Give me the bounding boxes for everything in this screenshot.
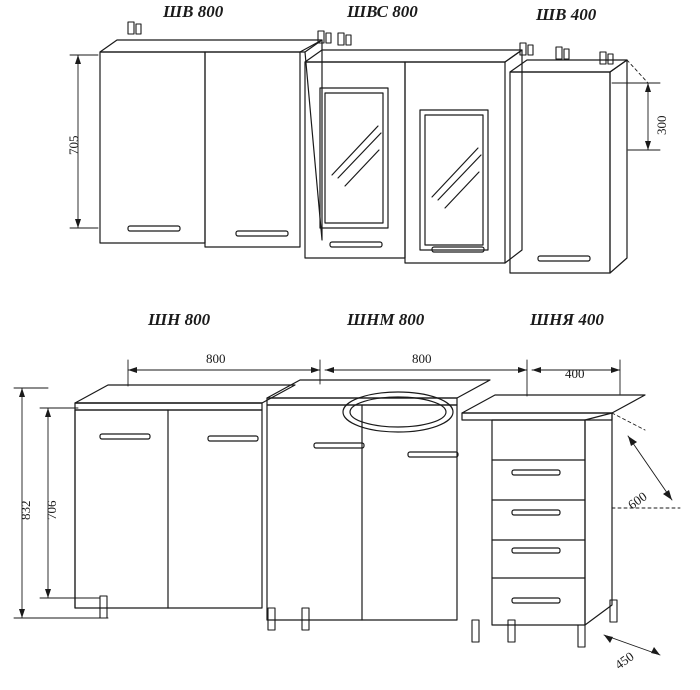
dim-text-600: 600 [625, 488, 650, 513]
dim-text-width-400: 400 [565, 366, 585, 381]
upper-cabinets-group [100, 22, 627, 273]
dim-text-300: 300 [654, 115, 669, 135]
dim-text-832: 832 [18, 500, 33, 520]
label-shv-400: ШВ 400 [536, 5, 597, 24]
label-shv-800-left: ШВ 800 [163, 2, 224, 21]
dim-450 [604, 635, 660, 655]
dim-600 [612, 413, 680, 508]
label-shvs-800: ШВС 800 [347, 2, 418, 21]
dim-text-450: 450 [612, 648, 637, 673]
dim-text-width-800-mid: 800 [412, 351, 432, 366]
dim-widths [128, 360, 620, 396]
dim-text-width-800-left: 800 [206, 351, 226, 366]
lower-cabinets-group [75, 380, 645, 647]
dim-text-706: 706 [44, 500, 59, 520]
label-shnm-800: ШНМ 800 [347, 310, 425, 329]
label-shnya-400: ШНЯ 400 [530, 310, 604, 329]
label-shn-800: ШН 800 [148, 310, 211, 329]
dim-text-705: 705 [66, 135, 81, 155]
dim-300 [612, 60, 660, 150]
